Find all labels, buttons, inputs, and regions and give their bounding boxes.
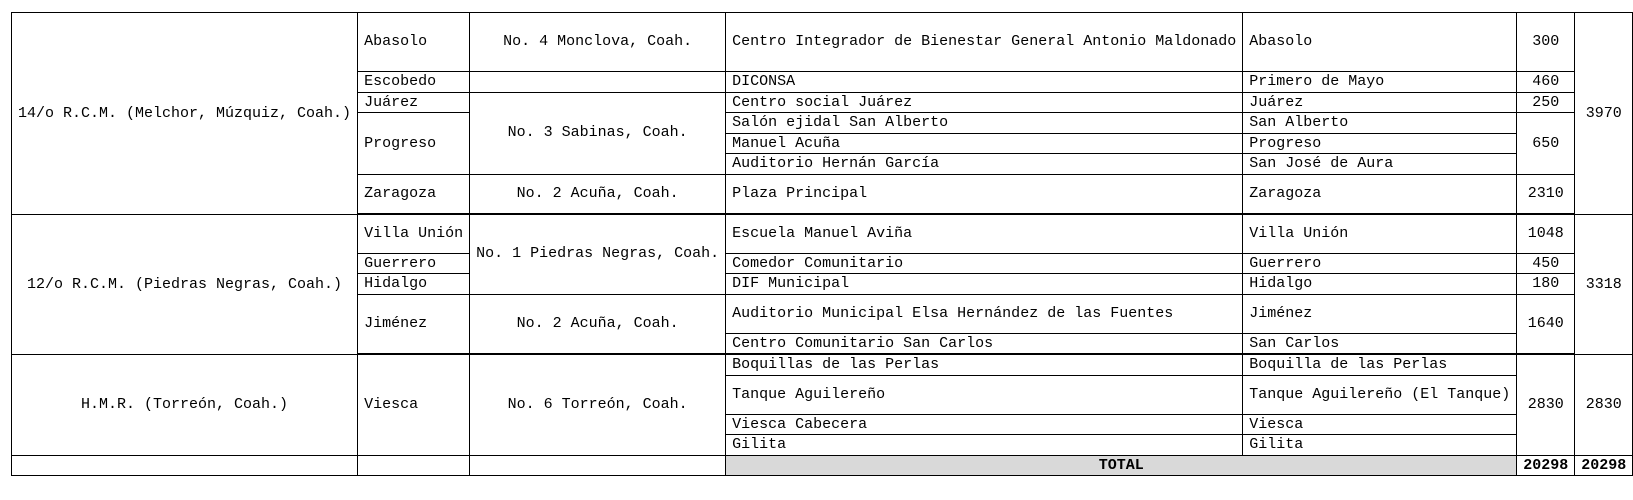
locality-cell: Primero de Mayo (1243, 72, 1517, 93)
venue-cell: Auditorio Hernán García (726, 154, 1243, 175)
count-cell: 2310 (1517, 174, 1575, 213)
empty-cell (12, 455, 358, 476)
venue-cell: Centro social Juárez (726, 92, 1243, 113)
subtotal-cell: 3970 (1575, 13, 1633, 215)
venue-cell: Escuela Manuel Aviña (726, 214, 1243, 253)
venue-cell: Gilita (726, 435, 1243, 456)
count-cell: 650 (1517, 113, 1575, 175)
empty-cell (358, 455, 470, 476)
municipality-cell: Zaragoza (358, 174, 470, 213)
municipality-cell: Abasolo (358, 13, 470, 72)
locality-cell: Gilita (1243, 435, 1517, 456)
district-cell (470, 72, 726, 93)
count-cell: 460 (1517, 72, 1575, 93)
venue-cell: Boquillas de las Perlas (726, 355, 1243, 376)
municipality-cell: Viesca (358, 355, 470, 456)
venue-cell: Centro Integrador de Bienestar General Antonio Maldonado (726, 13, 1243, 72)
total-subtotal: 20298 (1575, 455, 1633, 476)
locality-cell: Progreso (1243, 133, 1517, 154)
district-cell: No. 2 Acuña, Coah. (470, 174, 726, 213)
municipality-cell: Juárez (358, 92, 470, 113)
district-cell: No. 6 Torreón, Coah. (470, 355, 726, 456)
venue-cell: Plaza Principal (726, 174, 1243, 213)
count-cell: 2830 (1517, 355, 1575, 456)
region-cell: 12/o R.C.M. (Piedras Negras, Coah.) (12, 214, 358, 355)
locality-cell: Jiménez (1243, 294, 1517, 333)
venue-cell: DIF Municipal (726, 274, 1243, 295)
locality-cell: Juárez (1243, 92, 1517, 113)
locality-cell: Abasolo (1243, 13, 1517, 72)
locality-cell: Zaragoza (1243, 174, 1517, 213)
district-cell: No. 3 Sabinas, Coah. (470, 92, 726, 174)
count-cell: 250 (1517, 92, 1575, 113)
locality-cell: Viesca (1243, 414, 1517, 435)
locality-cell: Hidalgo (1243, 274, 1517, 295)
municipality-cell: Villa Unión (358, 214, 470, 253)
municipality-cell: Jiménez (358, 294, 470, 354)
region-cell: 14/o R.C.M. (Melchor, Múzquiz, Coah.) (12, 13, 358, 215)
district-cell: No. 4 Monclova, Coah. (470, 13, 726, 72)
district-cell: No. 2 Acuña, Coah. (470, 294, 726, 354)
municipality-cell: Guerrero (358, 253, 470, 274)
count-cell: 300 (1517, 13, 1575, 72)
subtotal-cell: 3318 (1575, 214, 1633, 355)
distribution-table (11, 12, 1633, 476)
locality-cell: Boquilla de las Perlas (1243, 355, 1517, 376)
municipality-cell: Escobedo (358, 72, 470, 93)
district-cell: No. 1 Piedras Negras, Coah. (470, 214, 726, 294)
venue-cell: Viesca Cabecera (726, 414, 1243, 435)
region-cell: H.M.R. (Torreón, Coah.) (12, 355, 358, 456)
venue-cell: Auditorio Municipal Elsa Hernández de las Fuentes (726, 294, 1243, 333)
count-cell: 1640 (1517, 294, 1575, 354)
locality-cell: Tanque Aguilereño (El Tanque) (1243, 375, 1517, 414)
venue-cell: DICONSA (726, 72, 1243, 93)
locality-cell: Villa Unión (1243, 214, 1517, 253)
subtotal-cell: 2830 (1575, 355, 1633, 456)
empty-cell (470, 455, 726, 476)
locality-cell: San Carlos (1243, 333, 1517, 354)
count-cell: 1048 (1517, 214, 1575, 253)
venue-cell: Comedor Comunitario (726, 253, 1243, 274)
municipality-cell: Progreso (358, 113, 470, 175)
venue-cell: Salón ejidal San Alberto (726, 113, 1243, 134)
venue-cell: Centro Comunitario San Carlos (726, 333, 1243, 354)
locality-cell: San Alberto (1243, 113, 1517, 134)
total-count: 20298 (1517, 455, 1575, 476)
count-cell: 180 (1517, 274, 1575, 295)
total-label: TOTAL (726, 455, 1517, 476)
count-cell: 450 (1517, 253, 1575, 274)
locality-cell: Guerrero (1243, 253, 1517, 274)
municipality-cell: Hidalgo (358, 274, 470, 295)
venue-cell: Tanque Aguilereño (726, 375, 1243, 414)
locality-cell: San José de Aura (1243, 154, 1517, 175)
venue-cell: Manuel Acuña (726, 133, 1243, 154)
